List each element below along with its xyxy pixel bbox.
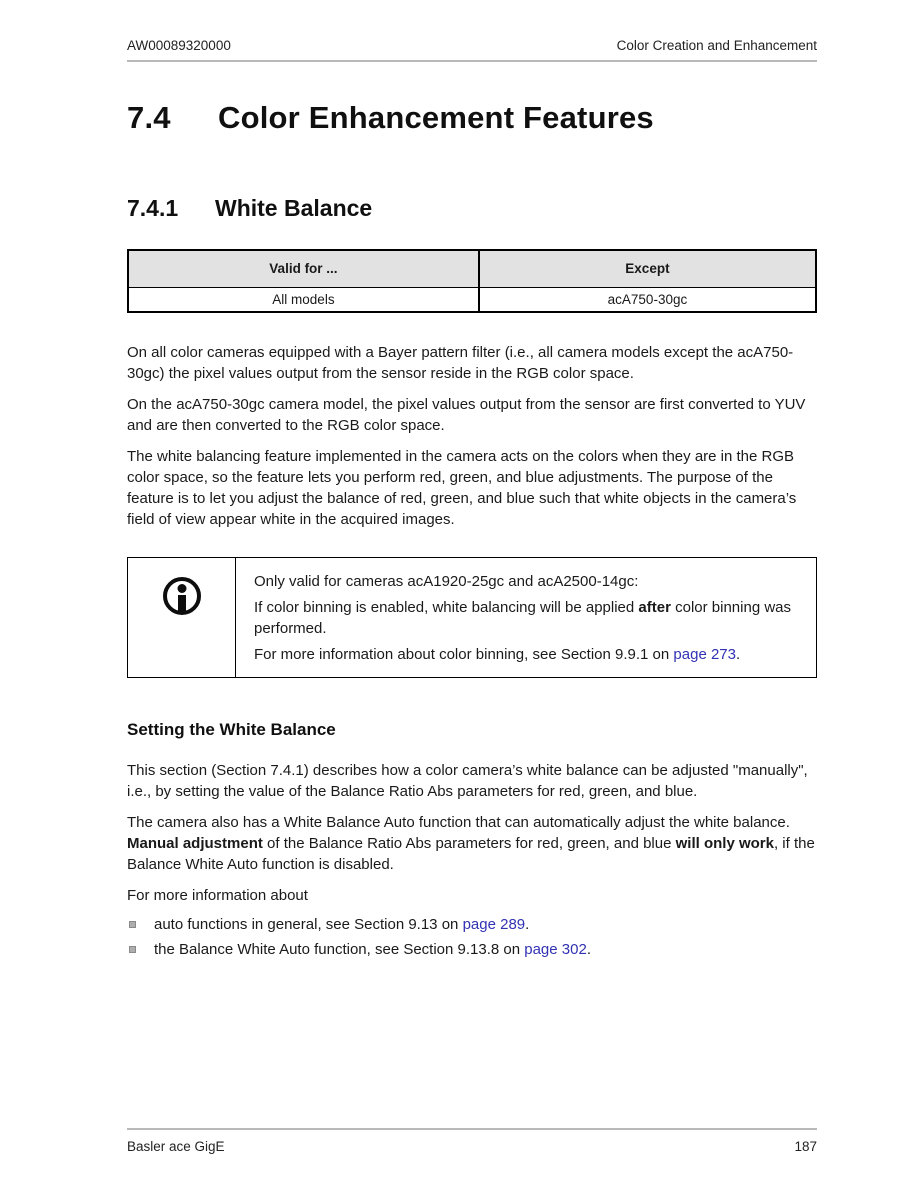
info-icon-dot	[177, 584, 186, 593]
setting-heading: Setting the White Balance	[127, 720, 336, 739]
table-row	[128, 287, 816, 312]
bullet-icon	[129, 921, 136, 928]
page-footer	[127, 1139, 817, 1154]
except-header: Except	[479, 250, 816, 287]
note-line: For more information about color binning, see Section 9.9.1 on page 273.	[254, 646, 741, 663]
intro-paragraph: On all color cameras equipped with a Bayer pattern filter (i.e., all camera models except the acA750-30gc) the pixel values output from the sensor reside in the RGB color space.	[127, 344, 794, 382]
intro-paragraph: The white balancing feature implemented in the camera acts on the colors when they are in the RGB color space, so the feature lets you perform red, green, and blue adjustments. The purpose of the feature is to let you adjust the balance of red, green, and blue such that white objects in the camera’s field of view appear white in the acquired images.	[127, 448, 797, 528]
product-name: Basler ace GigE	[127, 1139, 225, 1154]
info-list	[127, 914, 817, 960]
setting-paragraph: For more information about	[127, 887, 308, 904]
bullet-icon	[129, 946, 136, 953]
intro-paragraph: On the acA750-30gc camera model, the pixel values output from the sensor are first converted to YUV and are then converted to the RGB color space.	[127, 396, 806, 434]
footer-rule	[127, 1128, 817, 1130]
setting-paragraph: This section (Section 7.4.1) describes how a color camera’s white balance can be adjusted "manually", i.e., by setting the value of the Balance Ratio Abs parameters for red, green, and blue.	[127, 762, 808, 800]
note-line: If color binning is enabled, white balancing will be applied after color binning was performed.	[254, 599, 792, 637]
note-body	[236, 558, 816, 677]
valid-for-header: Valid for ...	[128, 250, 479, 287]
subsection-title-text: White Balance	[215, 195, 373, 221]
document-id: AW00089320000	[127, 38, 231, 53]
info-icon-stem	[178, 595, 186, 611]
page-link[interactable]: page 273	[673, 646, 736, 663]
note-icon-cell	[128, 558, 236, 677]
list-item	[127, 914, 817, 935]
valid-for-cell: All models	[128, 287, 479, 312]
subsection-number: 7.4.1	[127, 195, 179, 221]
page-number: 187	[794, 1139, 817, 1154]
chapter-title: Color Creation and Enhancement	[616, 38, 817, 53]
info-icon	[163, 577, 201, 615]
note-line: Only valid for cameras acA1920-25gc and acA2500-14gc:	[254, 573, 639, 590]
page-link[interactable]: page 302	[524, 941, 587, 958]
page-link[interactable]: page 289	[462, 916, 526, 933]
section-number: 7.4	[127, 100, 171, 135]
page-header	[127, 0, 817, 53]
list-item	[127, 939, 817, 960]
list-item-text: the Balance White Auto function, see Section 9.13.8 on page 302.	[154, 941, 591, 958]
section-title	[127, 100, 817, 136]
subsection-title	[127, 195, 817, 222]
validity-table	[127, 249, 817, 313]
section-title-text: Color Enhancement Features	[218, 100, 654, 135]
note-box	[127, 557, 817, 678]
validity-table-header-row	[128, 250, 816, 287]
except-cell: acA750-30gc	[479, 287, 816, 312]
header-rule	[127, 60, 817, 62]
list-item-text: auto functions in general, see Section 9.13 on page 289.	[154, 916, 530, 933]
setting-paragraph: The camera also has a White Balance Auto function that can automatically adjust the white balance. Manual adjustment of the Balance Ratio Abs parameters for red, green, and blue will only work, if the Balance White Auto function is disabled.	[127, 814, 815, 873]
